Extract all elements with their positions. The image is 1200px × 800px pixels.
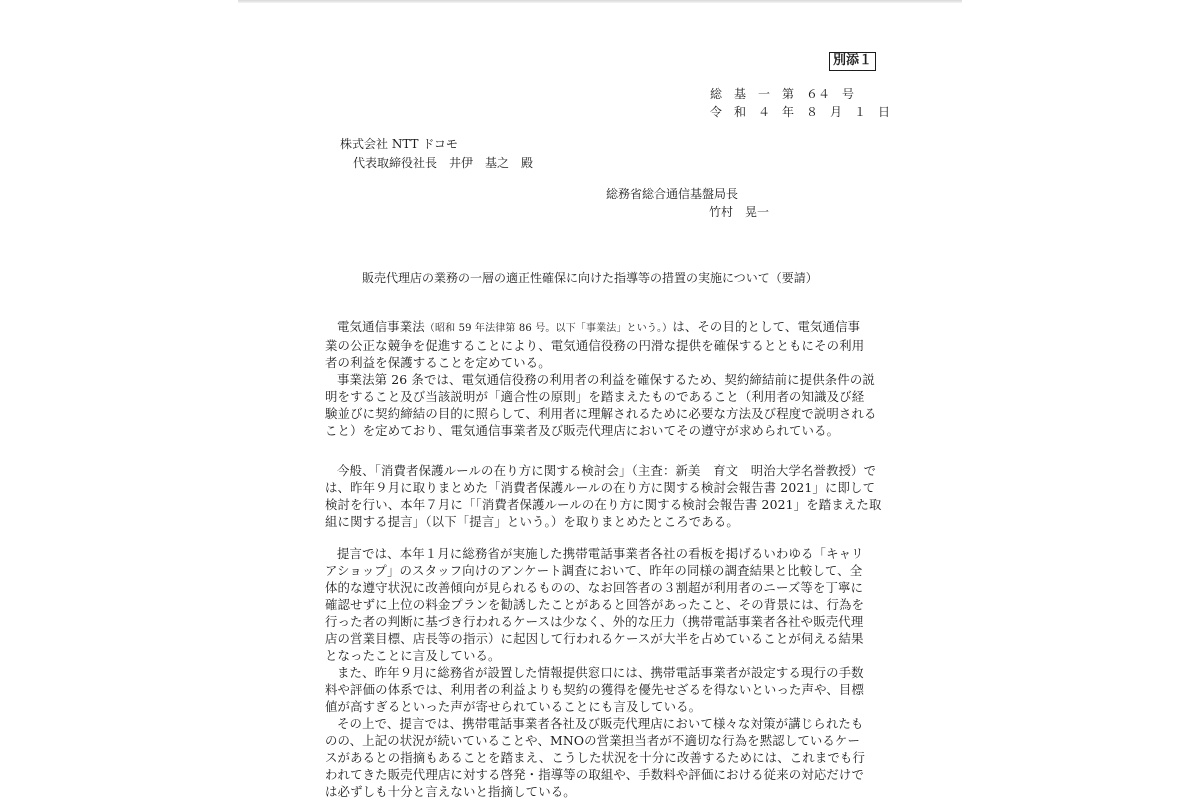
paragraph-line: 店の営業目標、店長等の指示）に起因して行われるケースが大半を占めていることが伺える結果 [325,631,864,646]
paragraph-line: 今般、「消費者保護ルールの在り方に関する検討会」（主査：新美 育文 明治大学名誉教授）で [337,463,877,478]
attachment-label: 別添１ [829,52,876,71]
paragraph-line: 明をすること及び当該説明が「適合性の原則」を踏まえたものであること（利用者の知識及び経 [325,389,865,404]
paragraph-line: アショップ」のスタッフ向けのアンケート調査において、昨年の同様の調査結果と比較して、全 [325,563,863,578]
paragraph-line: となったことに言及している。 [325,648,501,663]
addressee-person: 代表取締役社長 井伊 基之 殿 [353,156,534,170]
paragraph-line [325,318,881,337]
paragraph-line: 行った者の判断に基づき行われるケースは少なく、外的な圧力（携帯電話事業者各社や販売代理 [325,614,864,629]
sender-name: 竹村 晃一 [709,205,770,219]
paragraph-line: 験並びに契約締結の目的に照らして、利用者に理解されるために必要な方法及び程度で説明される [325,406,877,421]
paragraph-line: 確認せずに上位の料金プランを勧誘したことがあると回答があったこと、その背景には、行為を [325,597,865,612]
paragraph-line: 業の公正な競争を促進することにより、電気通信役務の円滑な提供を確保するとともにその利用 [325,338,865,353]
paragraph-line: また、昨年９月に総務省が設置した情報提供窓口には、携帯電話事業者が設定する現行の手数 [337,665,864,680]
paragraph-line: 組に関する提言」（以下「提言」という。）を取りまとめたところである。 [325,514,739,529]
document-subject: 販売代理店の業務の一層の適正性確保に向けた指導等の措置の実施について（要請） [362,271,818,285]
paragraph-line: 事業法第 26 条では、電気通信役務の利用者の利益を確保するため、契約締結前に提供条件の説 [337,372,875,387]
paragraph-4 [325,715,881,800]
text-run-small: （昭和 59 年法律第 86 号。以下「事業法」という。） [424,323,673,334]
paragraph-line: 提言では、本年１月に総務省が実施した携帯電話事業者各社の看板を掲げるいわゆる「キャリ [337,546,864,561]
addressee-company: 株式会社 NTT ドコモ [340,137,458,151]
paragraph-line: 者の利益を保護することを定めている。 [325,355,551,370]
paragraph-line: スがあるとの指摘もあることを踏まえ、こうした状況を十分に改善するためには、これまでも行 [325,750,865,765]
paragraph-1 [325,318,881,439]
paragraph-3 [325,545,881,715]
paragraph-line: その上で、提言では、携帯電話事業者各社及び販売代理店において様々な対策が講じられたも [337,716,864,731]
document-number: 総 基 一 第 ６４ 号 [710,87,855,101]
paragraph-line: われてきた販売代理店に対する啓発・指導等の取組や、手数料や評価における従来の対応だけで [325,767,864,782]
paragraph-2 [325,462,881,530]
sender-organization: 総務省総合通信基盤局長 [606,187,739,201]
paragraph-line: 料や評価の体系では、利用者の利益よりも契約の獲得を優先せざるを得ないといった声や、目標 [325,682,864,697]
text-run: 電気通信事業法 [337,319,425,334]
paragraph-line: 値が高すぎるといった声が寄せられていることにも言及している。 [325,699,702,714]
paragraph-line: のの、上記の状況が続いていることや、MNOの営業担当者が不適切な行為を黙認しているケー [325,733,861,748]
text-run: は、その目的として、電気通信事 [672,319,861,334]
paragraph-line: 体的な遵守状況に改善傾向が見られるものの、なお回答者の３割超が利用者のニーズ等を丁寧に [325,580,864,595]
paragraph-line: は、昨年９月に取りまとめた「消費者保護ルールの在り方に関する検討会報告書 2021」に即して [325,480,876,495]
paragraph-line: 検討を行い、本年７月に「「消費者保護ルールの在り方に関する検討会報告書 2021」を踏まえた取 [325,497,882,512]
document-date: 令 和 ４ 年 ８ 月 １ 日 [710,105,891,119]
paragraph-line: こと）を定めており、電気通信事業者及び販売代理店においてその遵守が求められている。 [325,423,840,438]
paragraph-line: は必ずしも十分と言えないと指摘している。 [325,784,576,799]
